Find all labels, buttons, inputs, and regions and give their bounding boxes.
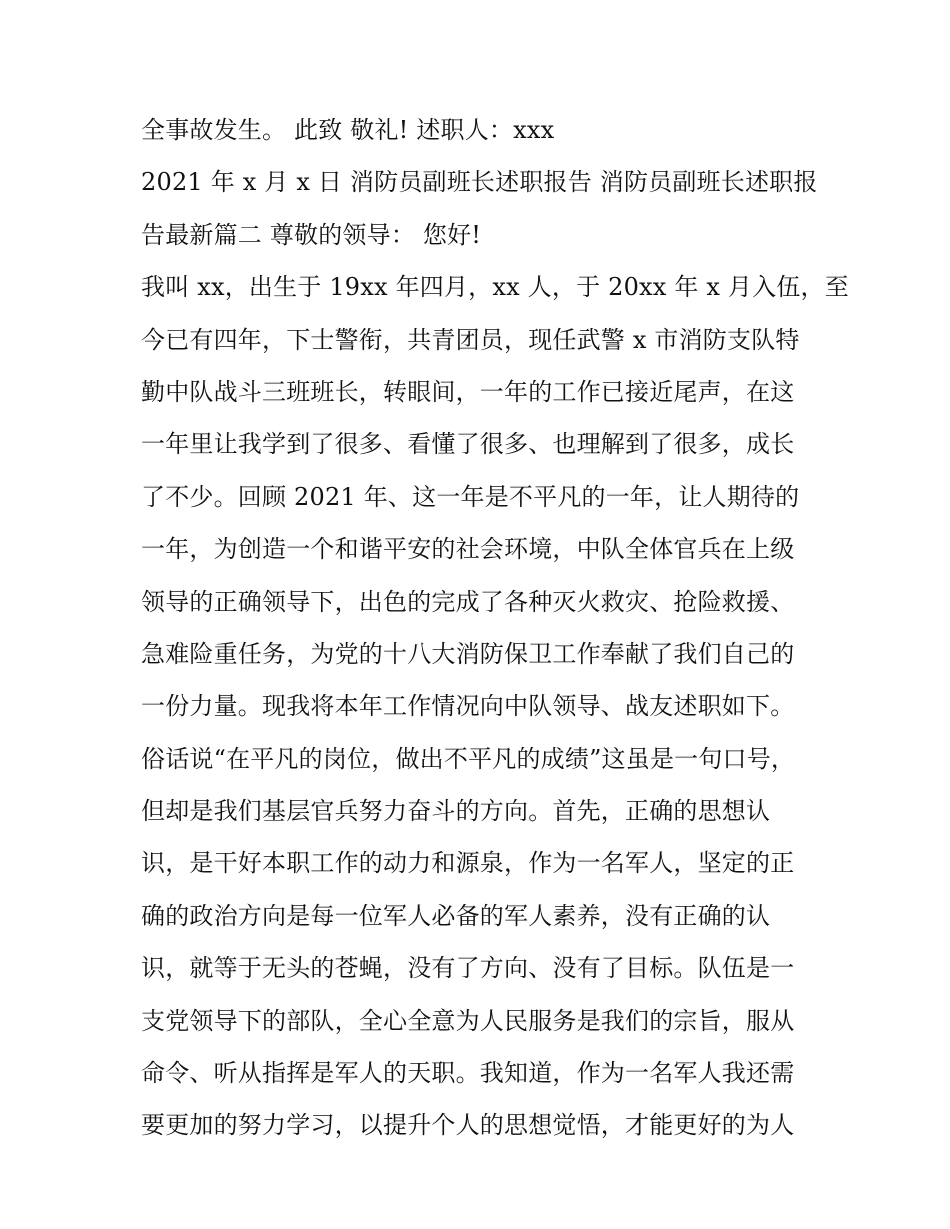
text-line: 领导的正确领导下，出色的完成了各种灭火救灾、抢险救援、 — [141, 587, 795, 616]
text-line: 一年，为创造一个和谐平安的社会环境，中队全体官兵在上级 — [141, 535, 795, 564]
text-line: 要更加的努力学习，以提升个人的思想觉悟，才能更好的为人 — [141, 1111, 795, 1140]
text-line: 支党领导下的部队，全心全意为人民服务是我们的宗旨，服从 — [141, 1006, 795, 1035]
text-line: 了不少。回顾 2021 年、这一年是不平凡的一年，让人期待的 — [141, 482, 800, 511]
text-line: 一份力量。现我将本年工作情况向中队领导、战友述职如下。 — [141, 692, 795, 721]
text-line: 一年里让我学到了很多、看懂了很多、也理解到了很多，成长 — [141, 430, 795, 459]
text-line: 全事故发生。 此致 敬礼! 述职人：xxx — [141, 116, 555, 144]
text-line: 勤中队战斗三班班长，转眼间，一年的工作已接近尾声，在这 — [141, 377, 795, 406]
text-line: 我叫 xx，出生于 19xx 年四月，xx 人，于 20xx 年 x 月入伍，至 — [141, 273, 849, 302]
text-line: 告最新篇二 尊敬的领导： 您好! — [141, 220, 482, 249]
text-line: 但却是我们基层官兵努力奋斗的方向。首先，正确的思想认 — [141, 797, 771, 826]
text-line: 2021 年 x 月 x 日 消防员副班长述职报告 消防员副班长述职报 — [141, 168, 818, 197]
text-line: 识，就等于无头的苍蝇，没有了方向、没有了目标。队伍是一 — [141, 954, 795, 983]
text-line: 命令、听从指挥是军人的天职。我知道，作为一名军人我还需 — [141, 1059, 795, 1088]
text-line: 今已有四年，下士警衔，共青团员，现任武警 x 市消防支队特 — [141, 325, 800, 354]
document-body — [141, 104, 849, 1152]
text-line: 急难险重任务，为党的十八大消防保卫工作奉献了我们自己的 — [141, 639, 795, 668]
text-line: 识，是干好本职工作的动力和源泉，作为一名军人，坚定的正 — [141, 849, 795, 878]
text-line: 俗话说“在平凡的岗位，做出不平凡的成绩”这虽是一句口号， — [141, 744, 796, 773]
text-line: 确的政治方向是每一位军人必备的军人素养，没有正确的认 — [141, 901, 771, 930]
